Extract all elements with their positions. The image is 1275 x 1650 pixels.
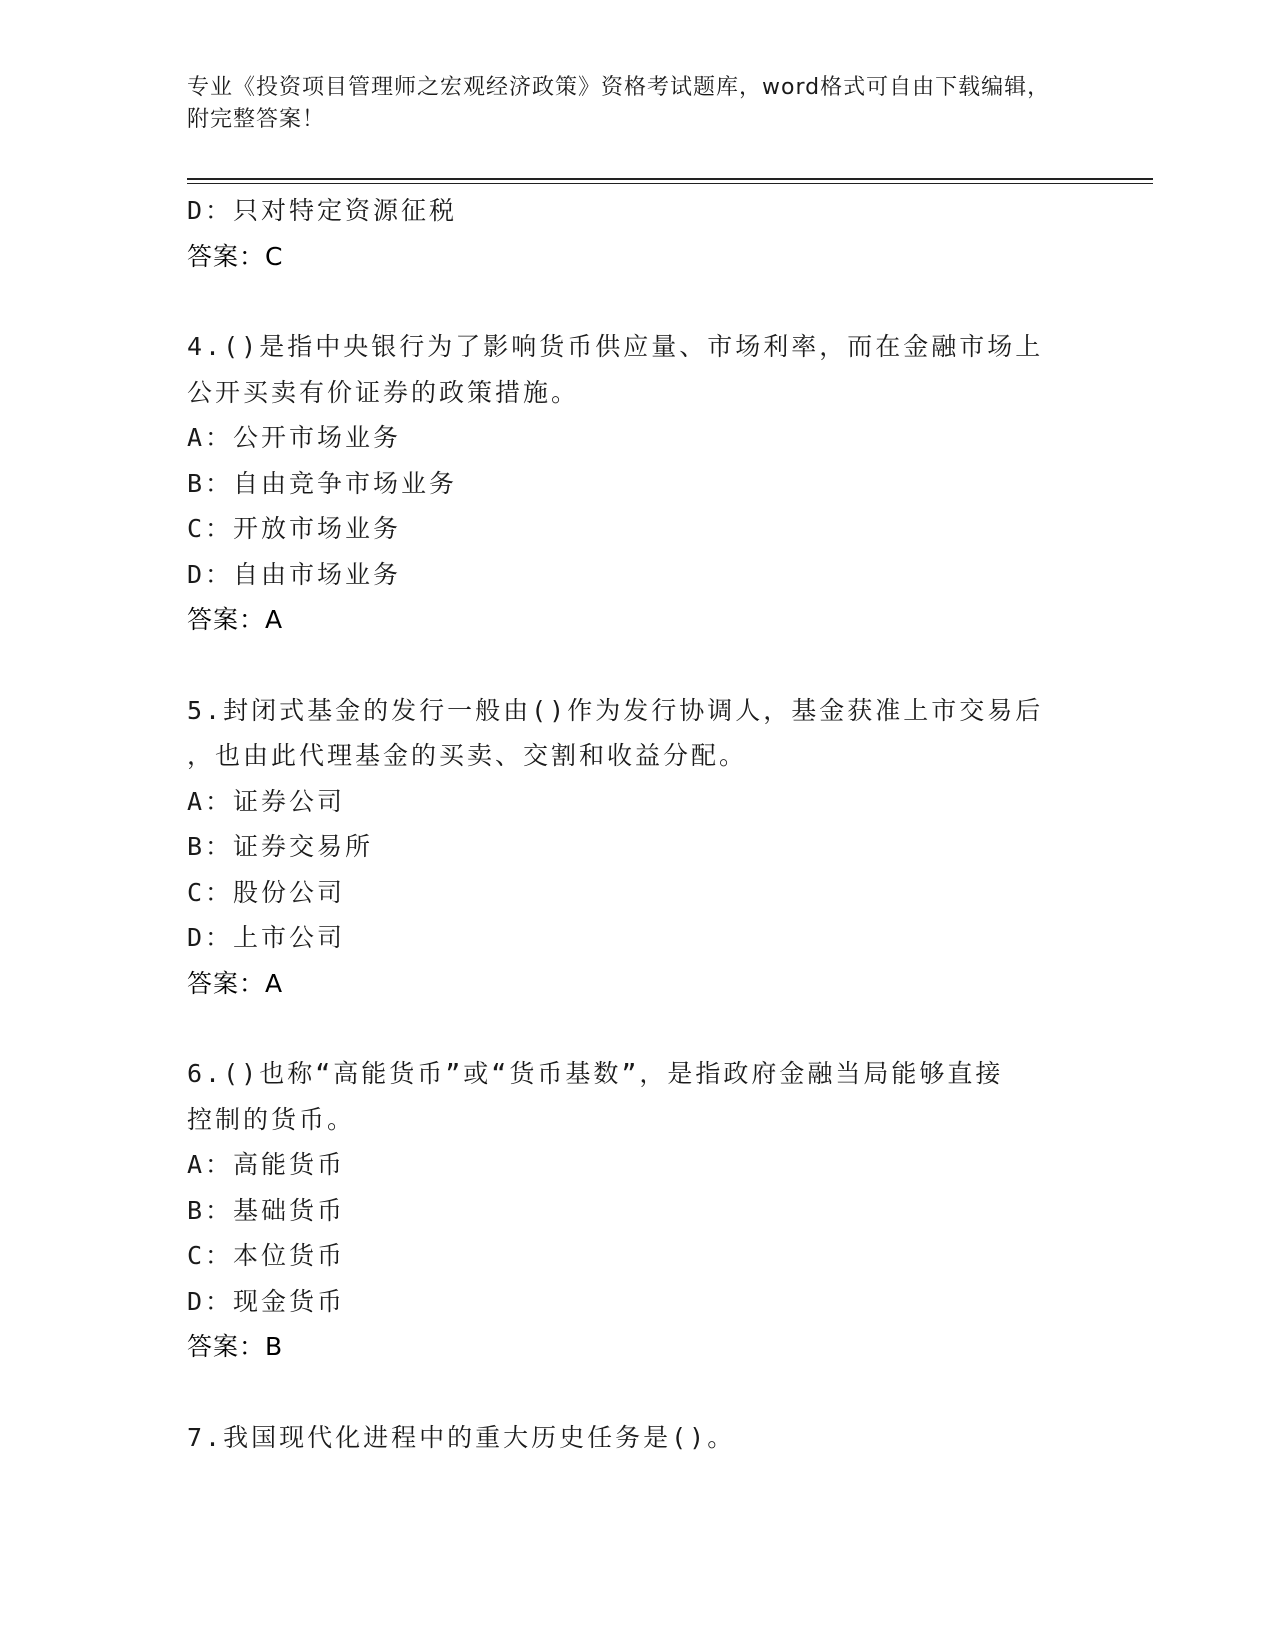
question-stem-line: 7.我国现代化进程中的重大历史任务是()。 (187, 1422, 736, 1452)
option-a: A：证券公司 (187, 786, 346, 816)
question-stem-line: 6.()也称“高能货币”或“货币基数”，是指政府金融当局能够直接 (187, 1059, 1004, 1088)
option-c: C：本位货币 (187, 1241, 346, 1270)
answer-line: 答案：C (187, 241, 284, 271)
question-7 (187, 1415, 1087, 1461)
question-6 (187, 1051, 1087, 1370)
question-stem-line: 公开买卖有价证券的政策措施。 (187, 377, 580, 407)
question-stem-line: ，也由此代理基金的买卖、交割和收益分配。 (187, 741, 748, 770)
option-c: C：开放市场业务 (187, 514, 402, 543)
question-stem-line: 4.()是指中央银行为了影响货币供应量、市场利率，而在金融市场上 (187, 332, 1044, 361)
option-d: D：现金货币 (187, 1286, 346, 1316)
option-d: D：上市公司 (187, 923, 346, 952)
document-header: 专业《投资项目管理师之宏观经济政策》资格考试题库，word格式可自由下载编辑，附完整答案！ (187, 75, 1051, 132)
answer-line: 答案：A (187, 968, 284, 998)
option-b: B：基础货币 (187, 1195, 346, 1225)
question-content (187, 188, 1087, 1460)
option-d: D：只对特定资源征税 (187, 196, 458, 225)
option-c: C：股份公司 (187, 877, 346, 907)
option-d: D：自由市场业务 (187, 559, 402, 589)
header-divider-thin (187, 183, 1153, 184)
header-divider-thick (187, 178, 1153, 180)
previous-question-tail (187, 188, 1087, 279)
question-5 (187, 688, 1087, 1007)
question-4 (187, 324, 1087, 643)
option-a: A：高能货币 (187, 1150, 346, 1179)
option-b: B：证券交易所 (187, 832, 374, 861)
answer-line: 答案：A (187, 605, 284, 634)
question-stem-line: 5.封闭式基金的发行一般由()作为发行协调人，基金获准上市交易后 (187, 695, 1044, 725)
question-stem-line: 控制的货币。 (187, 1104, 356, 1134)
option-a: A：公开市场业务 (187, 423, 402, 452)
answer-line: 答案：B (187, 1332, 284, 1361)
option-b: B：自由竞争市场业务 (187, 468, 458, 498)
